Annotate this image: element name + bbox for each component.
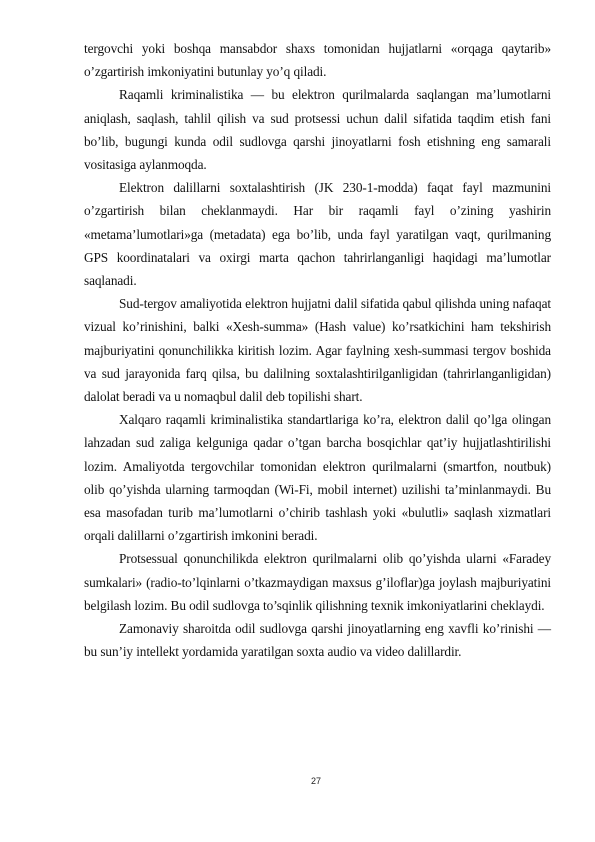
paragraph-faraday-bags: Protsessual qonunchilikda elektron qurilmalarni olib qo’yishda ularni «Faradey sumkalari» (radio-to’lqinlarni o’tkazmaydigan maxsus g’iloflar)ga joylash majburiyatini belgilash lozim. Bu odil sudlovga to’sqinlik qilishning texnik imkoniyatlarini cheklaydi. (84, 551, 551, 613)
paragraph-hash-value: Sud-tergov amaliyotida elektron hujjatni dalil sifatida qabul qilishda uning nafaqat vizual ko’rinishini, balki «Xesh-summa» (Hash value) ko’rsatkichini ham tekshirish majburiyatini qonunchilikka kiritish lozim. Agar faylning xesh-summasi tergov boshida va sud jarayonida farq qilsa, bu dalilning soxtalashtirilganligidan (tahrirlanganligidan) dalolat beradi va u nomaqbul dalil deb topilishi shart. (84, 296, 551, 405)
document-body (84, 37, 551, 663)
paragraph-chain-of-custody: Xalqaro raqamli kriminalistika standartlariga ko’ra, elektron dalil qo’lga olingan lahzadan sud zaliga kelguniga qadar o’tgan barcha bosqichlar qat’iy hujjatlashtirilishi lozim. Amaliyotda tergovchilar tomonidan elektron qurilmalarni (smartfon, noutbuk) olib qo’yishda ularning tarmoqdan (Wi-Fi, mobil internet) uzilishi ta’minlanmaydi. Bu esa masofadan turib ma’lumotlarni o’chirib tashlash yoki «bulutli» saqlash xizmatlari orqali dalillarni o’zgartirish imkonini beradi. (84, 412, 551, 544)
page-number: 27 (310, 776, 321, 786)
paragraph-metadata: Elektron dalillarni soxtalashtirish (JK 230-1-modda) faqat fayl mazmunini o’zgartirish bilan cheklanmaydi. Har bir raqamli fayl o’zining yashirin «metama’lumotlari»ga (metadata) ega bo’lib, unda fayl yaratilgan vaqt, qurilmaning GPS koordinatalari va oxirgi marta qachon tahrirlanganligi haqidagi ma’lumotlar saqlanadi. (84, 180, 551, 289)
paragraph-continuation: tergovchi yoki boshqa mansabdor shaxs tomonidan hujjatlarni «orqaga qaytarib» o’zgartirish imkoniyatini butunlay yo’q qiladi. (84, 41, 551, 80)
paragraph-digital-forensics: Raqamli kriminalistika — bu elektron qurilmalarda saqlangan ma’lumotlarni aniqlash, saqlash, tahlil qilish va sud protsessi uchun dalil sifatida taqdim etish fani bo’lib, bugungi kunda odil sudlovga qarshi jinoyatlarni fosh etishning eng samarali vositasiga aylanmoqda. (84, 87, 551, 173)
paragraph-deepfakes: Zamonaviy sharoitda odil sudlovga qarshi jinoyatlarning eng xavfli ko’rinishi — bu sun’iy intellekt yordamida yaratilgan soxta audio va video dalillardir. (84, 621, 551, 660)
